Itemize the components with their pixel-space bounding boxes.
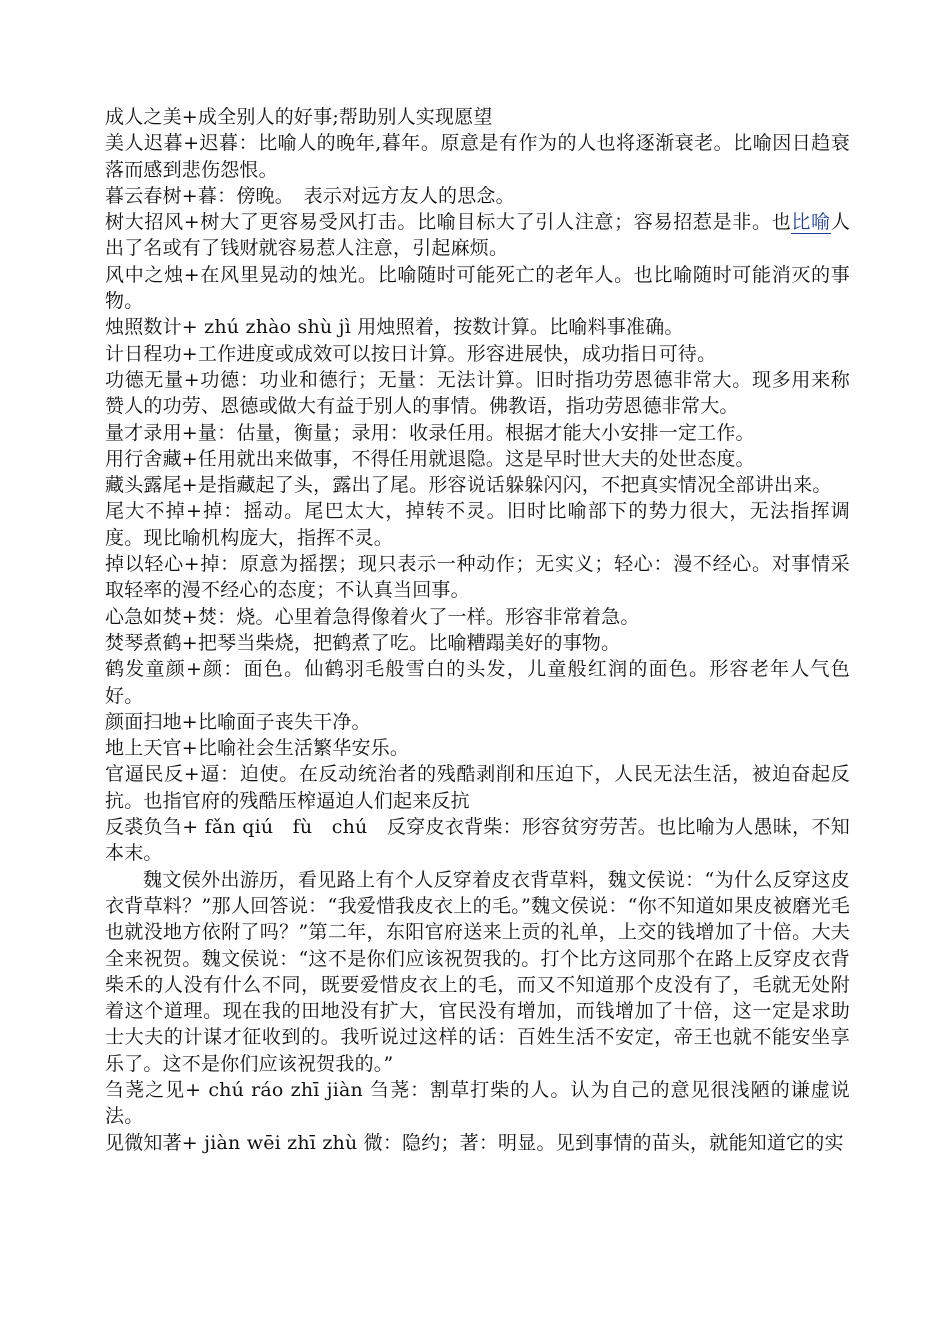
idiom-entry: 藏头露尾+是指藏起了头，露出了尾。形容说话躲躲闪闪，不把真实情况全部讲出来。 xyxy=(105,474,832,497)
idiom-entry: 心急如焚+焚：烧。心里着急得像着火了一样。形容非常着急。 xyxy=(105,605,640,628)
idiom-entry: 焚琴煮鹤+把琴当柴烧，把鹤煮了吃。比喻糟蹋美好的事物。 xyxy=(105,631,621,654)
idiom-entry: 尾大不掉+掉：摇动。尾巴太大，掉转不灵。旧时比喻部下的势力很大，无法指挥调度。现比喻机构庞大，指挥不灵。 xyxy=(105,500,850,549)
idiom-entry: 成人之美+成全别人的好事;帮助别人实现愿望 xyxy=(105,106,493,128)
idiom-entry: 刍荛之见+ chú ráo zhī jiàn 刍荛：割草打柴的人。认为自己的意见很浅陋的谦虚说法。 xyxy=(105,1078,850,1128)
idiom-entry: 计日程功+工作进度或成效可以按日计算。形容进展快，成功指日可待。 xyxy=(105,342,717,365)
idiom-entry: 反裘负刍+ fǎn qiú fù chú 反穿皮衣背柴：形容贫穷劳苦。也比喻为人愚昧，不知本末。 xyxy=(105,816,850,865)
entry-text-after: 人出了名或有了钱财就容易惹人注意，引起麻烦。 xyxy=(105,211,851,260)
story-paragraph: 魏文侯外出游历，看见路上有个人反穿着皮衣背草料，魏文侯说：“为什么反穿这皮衣背草料？”那人回答说：“我爱惜我皮衣上的毛。”魏文侯说：“你不知道如果皮被磨光毛也就没地方依附了吗？”第二年，东阳官府送来上贡的礼单，上交的钱增加了十倍。大夫全来祝贺。魏文侯说：“这不是你们应该祝贺我的。打个比方这同那个在路上反穿皮衣背柴禾的人没有什么不同，既要爱惜皮衣上的毛，而又不知道那个皮没有了，毛就无处附着这个道理。现在我的田地没有扩大，官民没有增加，而钱增加了十倍，这一定是求助士大夫的计谋才征收到的。我听说过这样的话：百姓生活不安定，帝王也就不能安坐享乐了。这不是你们应该祝贺我的。” xyxy=(105,868,850,1075)
hyperlink[interactable]: 比喻 xyxy=(791,211,831,234)
idiom-entry: 官逼民反+逼：迫使。在反动统治者的残酷剥削和压迫下，人民无法生活，被迫奋起反抗。也指官府的残酷压榨逼迫人们起来反抗 xyxy=(105,763,850,812)
idiom-entry: 用行舍藏+任用就出来做事，不得任用就退隐。这是早时世大夫的处世态度。 xyxy=(105,447,755,470)
idiom-entry: 颜面扫地+比喻面子丧失干净。 xyxy=(105,710,371,733)
idiom-entry: 风中之烛+在风里晃动的烛光。比喻随时可能死亡的老年人。也比喻随时可能消灭的事物。 xyxy=(105,263,850,313)
idiom-entry-with-link xyxy=(105,209,850,262)
idiom-entry: 功德无量+功德：功业和德行；无量：无法计算。旧时指功劳恩德非常大。现多用来称赞人的功劳、恩德或做大有益于别人的事情。佛教语，指功劳恩德非常大。 xyxy=(105,368,850,418)
idiom-entry: 烛照数计+ zhú zhào shù jì 用烛照着，按数计算。比喻料事准确。 xyxy=(105,316,684,339)
idiom-entry: 鹤发童颜+颜：面色。仙鹤羽毛般雪白的头发，儿童般红润的面色。形容老年人气色好。 xyxy=(105,658,850,707)
entry-text-before: 树大招风+树大了更容易受风打击。比喻目标大了引人注意；容易招惹是非。也 xyxy=(105,211,792,234)
document-body xyxy=(105,104,850,1156)
idiom-entry: 地上天官+比喻社会生活繁华安乐。 xyxy=(105,737,410,760)
idiom-entry: 见微知著+ jiàn wēi zhī zhù 微：隐约；著：明显。见到事情的苗头，就能知道它的实 xyxy=(105,1131,844,1154)
idiom-entry: 暮云春树+暮：傍晚。 表示对远方友人的思念。 xyxy=(105,184,515,207)
idiom-entry: 量才录用+量：估量，衡量；录用：收录任用。根据才能大小安排一定工作。 xyxy=(105,421,755,444)
idiom-entry: 掉以轻心+掉：原意为摇摆；现只表示一种动作；无实义；轻心：漫不经心。对事情采取轻率的漫不经心的态度；不认真当回事。 xyxy=(105,553,850,602)
idiom-entry: 美人迟暮+迟暮：比喻人的晚年,暮年。原意是有作为的人也将逐渐衰老。比喻因日趋衰落而感到悲伤怨恨。 xyxy=(105,132,850,181)
